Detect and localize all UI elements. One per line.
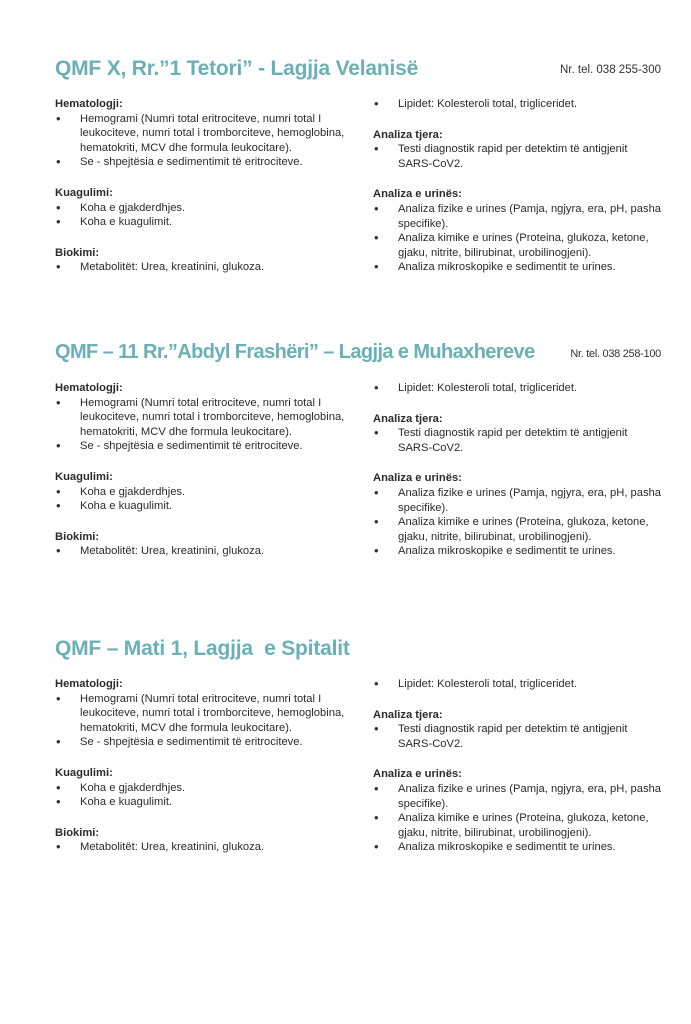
biokimi-list [55, 544, 355, 559]
hematologji-list [55, 112, 355, 170]
right-column [373, 381, 663, 575]
kuagulimi-group [55, 766, 355, 810]
analiza-tjera-group [373, 708, 663, 752]
list-item: • Koha e kuagulimit. [55, 795, 355, 810]
list-item: • Analiza mikroskopike e sedimentit te urines. [373, 260, 663, 275]
analiza-tjera-list [373, 426, 663, 455]
list-item: • Analiza kimike e urines (Proteina, glukoza, ketone, gjaku, nitrite, bilirubinat, urobilinogjeni). [373, 811, 663, 840]
analiza-urines-list [373, 202, 663, 275]
list-item: • Analiza fizike e urines (Pamja, ngjyra, era, pH, pasha specifike). [373, 202, 663, 231]
biokimi-list [55, 840, 355, 855]
list-item: • Koha e gjakderdhjes. [55, 781, 355, 796]
analiza-tjera-group [373, 128, 663, 172]
list-item: • Analiza mikroskopike e sedimentit te urines. [373, 840, 663, 855]
clinic-title: QMF – Mati 1, Lagjja e Spitalit [55, 637, 350, 660]
list-item: • Hemogrami (Numri total eritrociteve, numri total I leukociteve, numri total i tromborciteve, hemoglobina, hematokriti, MCV dhe formula leukocitare). [55, 112, 355, 156]
list-item: • Metabolitët: Urea, kreatinini, glukoza. [55, 544, 355, 559]
hematologji-heading: Hematologji: [55, 382, 123, 394]
clinic-phone: Nr. tel. 038 258-100 [570, 348, 661, 360]
hematologji-list [55, 396, 355, 454]
kuagulimi-heading: Kuagulimi: [55, 766, 113, 779]
left-column [55, 677, 355, 871]
biokimi-group [55, 246, 355, 275]
lipidet-list [373, 381, 663, 396]
list-item: • Testi diagnostik rapid per detektim të antigjenit SARS-CoV2. [373, 722, 663, 751]
list-item: • Koha e kuagulimit. [55, 215, 355, 230]
right-column [373, 97, 663, 291]
left-column [55, 97, 355, 291]
list-item: • Analiza fizike e urines (Pamja, ngjyra, era, pH, pasha specifike). [373, 782, 663, 811]
analiza-urines-heading: Analiza e urinës: [373, 768, 462, 781]
analiza-tjera-list [373, 142, 663, 171]
kuagulimi-list [55, 485, 355, 514]
analiza-tjera-heading: Analiza tjera: [373, 128, 443, 141]
analiza-urines-group [373, 187, 663, 275]
list-item: • Koha e gjakderdhjes. [55, 201, 355, 216]
clinic-title: QMF X, Rr.”1 Tetori” - Lagjja Velanisë [55, 57, 419, 80]
list-item: • Metabolitët: Urea, kreatinini, glukoza. [55, 840, 355, 855]
kuagulimi-group [55, 186, 355, 230]
biokimi-heading: Biokimi: [55, 246, 100, 259]
clinic-header [55, 637, 661, 667]
clinic-title: QMF – 11 Rr.”Abdyl Frashëri” – Lagjja e Muhaxhereve [55, 341, 535, 363]
list-item: • Hemogrami (Numri total eritrociteve, numri total I leukociteve, numri total i tromborciteve, hemoglobina, hematokriti, MCV dhe formula leukocitare). [55, 692, 355, 736]
lipidet-group [373, 677, 663, 692]
biokimi-heading: Biokimi: [55, 826, 100, 839]
list-item: • Koha e gjakderdhjes. [55, 485, 355, 500]
list-item: • Analiza kimike e urines (Proteina, glukoza, ketone, gjaku, nitrite, bilirubinat, urobilinogjeni). [373, 231, 663, 260]
analiza-urines-group [373, 767, 663, 855]
hematologji-heading: Hematologji: [55, 678, 123, 690]
list-item: • Analiza kimike e urines (Proteina, glukoza, ketone, gjaku, nitrite, bilirubinat, urobilinogjeni). [373, 515, 663, 544]
list-item: • Hemogrami (Numri total eritrociteve, numri total I leukociteve, numri total i tromborciteve, hemoglobina, hematokriti, MCV dhe formula leukocitare). [55, 396, 355, 440]
biokimi-group [55, 826, 355, 855]
list-item: • Analiza fizike e urines (Pamja, ngjyra, era, pH, pasha specifike). [373, 486, 663, 515]
analiza-tjera-group [373, 412, 663, 456]
kuagulimi-list [55, 201, 355, 230]
kuagulimi-heading: Kuagulimi: [55, 186, 113, 199]
hematologji-heading: Hematologji: [55, 98, 123, 110]
hematologji-group [55, 677, 355, 750]
left-column [55, 381, 355, 575]
list-item: • Lipidet: Kolesteroli total, trigliceridet. [373, 381, 663, 396]
clinic-phone: Nr. tel. 038 255-300 [559, 64, 661, 76]
right-column [373, 677, 663, 871]
list-item: • Se - shpejtësia e sedimentimit të eritrociteve. [55, 735, 355, 750]
list-item: • Analiza mikroskopike e sedimentit te urines. [373, 544, 663, 559]
biokimi-heading: Biokimi: [55, 530, 100, 543]
lipidet-group [373, 97, 663, 112]
biokimi-group [55, 530, 355, 559]
list-item: • Se - shpejtësia e sedimentimit të eritrociteve. [55, 155, 355, 170]
hematologji-list [55, 692, 355, 750]
list-item: • Metabolitët: Urea, kreatinini, glukoza. [55, 260, 355, 275]
kuagulimi-group [55, 470, 355, 514]
analiza-urines-heading: Analiza e urinës: [373, 188, 462, 201]
clinic-header [55, 341, 661, 371]
analiza-tjera-heading: Analiza tjera: [373, 708, 443, 721]
list-item: • Koha e kuagulimit. [55, 499, 355, 514]
biokimi-list [55, 260, 355, 275]
kuagulimi-heading: Kuagulimi: [55, 470, 113, 483]
lipidet-group [373, 381, 663, 396]
list-item: • Lipidet: Kolesteroli total, trigliceridet. [373, 97, 663, 112]
hematologji-group [55, 97, 355, 170]
hematologji-group [55, 381, 355, 454]
analiza-urines-list [373, 782, 663, 855]
clinic-header [55, 57, 661, 87]
lipidet-list [373, 677, 663, 692]
kuagulimi-list [55, 781, 355, 810]
list-item: • Se - shpejtësia e sedimentimit të eritrociteve. [55, 439, 355, 454]
list-item: • Testi diagnostik rapid per detektim të antigjenit SARS-CoV2. [373, 426, 663, 455]
lipidet-list [373, 97, 663, 112]
analiza-tjera-list [373, 722, 663, 751]
analiza-tjera-heading: Analiza tjera: [373, 412, 443, 425]
list-item: • Testi diagnostik rapid per detektim të antigjenit SARS-CoV2. [373, 142, 663, 171]
analiza-urines-heading: Analiza e urinës: [373, 472, 462, 485]
analiza-urines-group [373, 471, 663, 559]
analiza-urines-list [373, 486, 663, 559]
list-item: • Lipidet: Kolesteroli total, trigliceridet. [373, 677, 663, 692]
